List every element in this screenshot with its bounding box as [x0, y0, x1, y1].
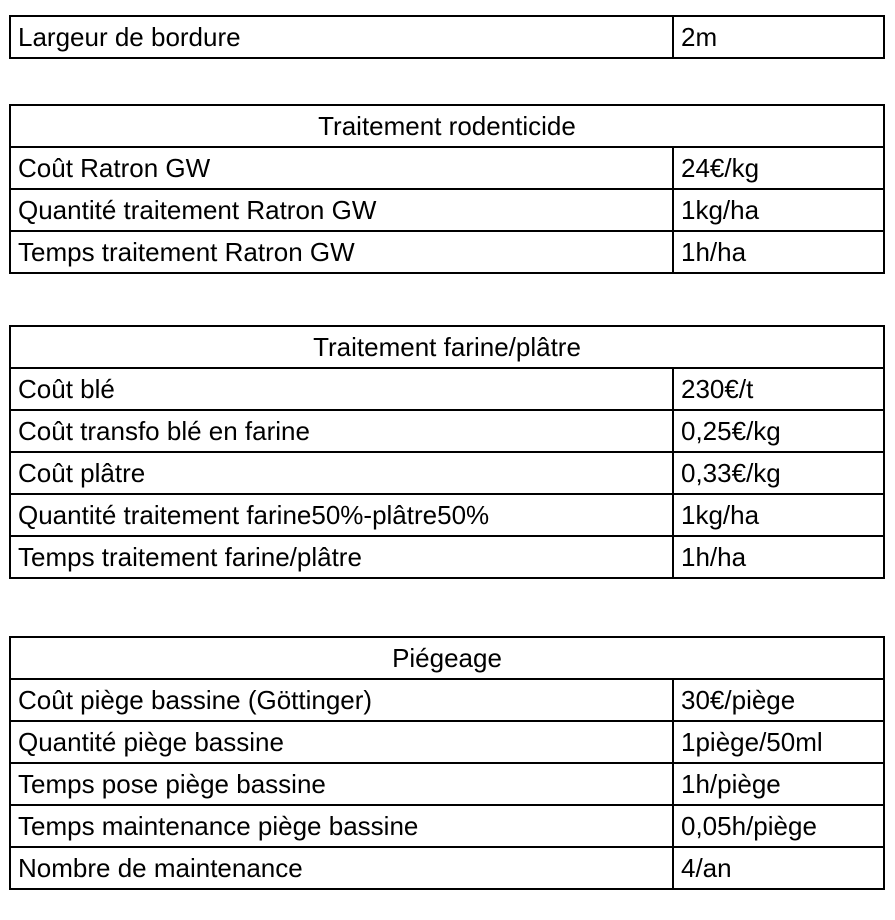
- table-header-row: [10, 326, 884, 368]
- table-row: [10, 721, 884, 763]
- row-value: 1kg/ha: [673, 189, 884, 231]
- table-row: [10, 452, 884, 494]
- piegeage-table-title: Piégeage: [10, 637, 884, 679]
- row-value: 24€/kg: [673, 147, 884, 189]
- table-row: [10, 805, 884, 847]
- row-label: Coût blé: [10, 368, 673, 410]
- row-value: 0,25€/kg: [673, 410, 884, 452]
- piegeage-table: [9, 636, 885, 890]
- table-row: [10, 16, 884, 58]
- row-value: 2m: [673, 16, 884, 58]
- row-label: Coût piège bassine (Göttinger): [10, 679, 673, 721]
- table-row: [10, 679, 884, 721]
- row-value: 4/an: [673, 847, 884, 889]
- row-label: Quantité traitement farine50%-plâtre50%: [10, 494, 673, 536]
- row-label: Temps pose piège bassine: [10, 763, 673, 805]
- row-label: Temps maintenance piège bassine: [10, 805, 673, 847]
- row-value: 1h/ha: [673, 536, 884, 578]
- table-row: [10, 847, 884, 889]
- row-value: 1kg/ha: [673, 494, 884, 536]
- table-row: [10, 763, 884, 805]
- table-row: [10, 410, 884, 452]
- rodenticide-table: [9, 104, 885, 274]
- row-value: 230€/t: [673, 368, 884, 410]
- row-label: Coût Ratron GW: [10, 147, 673, 189]
- row-label: Coût plâtre: [10, 452, 673, 494]
- border-width-table: [9, 15, 885, 59]
- farine-platre-table-title: Traitement farine/plâtre: [10, 326, 884, 368]
- farine-platre-table: [9, 325, 885, 579]
- row-label: Quantité piège bassine: [10, 721, 673, 763]
- row-label: Largeur de bordure: [10, 16, 673, 58]
- table-row: [10, 368, 884, 410]
- table-row: [10, 189, 884, 231]
- table-row: [10, 231, 884, 273]
- row-label: Temps traitement Ratron GW: [10, 231, 673, 273]
- row-value: 0,05h/piège: [673, 805, 884, 847]
- row-value: 1piège/50ml: [673, 721, 884, 763]
- table-header-row: [10, 105, 884, 147]
- row-label: Nombre de maintenance: [10, 847, 673, 889]
- rodenticide-table-title: Traitement rodenticide: [10, 105, 884, 147]
- row-label: Quantité traitement Ratron GW: [10, 189, 673, 231]
- row-value: 0,33€/kg: [673, 452, 884, 494]
- table-header-row: [10, 637, 884, 679]
- table-row: [10, 536, 884, 578]
- row-label: Coût transfo blé en farine: [10, 410, 673, 452]
- row-value: 1h/piège: [673, 763, 884, 805]
- row-value: 30€/piège: [673, 679, 884, 721]
- table-row: [10, 147, 884, 189]
- table-row: [10, 494, 884, 536]
- row-value: 1h/ha: [673, 231, 884, 273]
- row-label: Temps traitement farine/plâtre: [10, 536, 673, 578]
